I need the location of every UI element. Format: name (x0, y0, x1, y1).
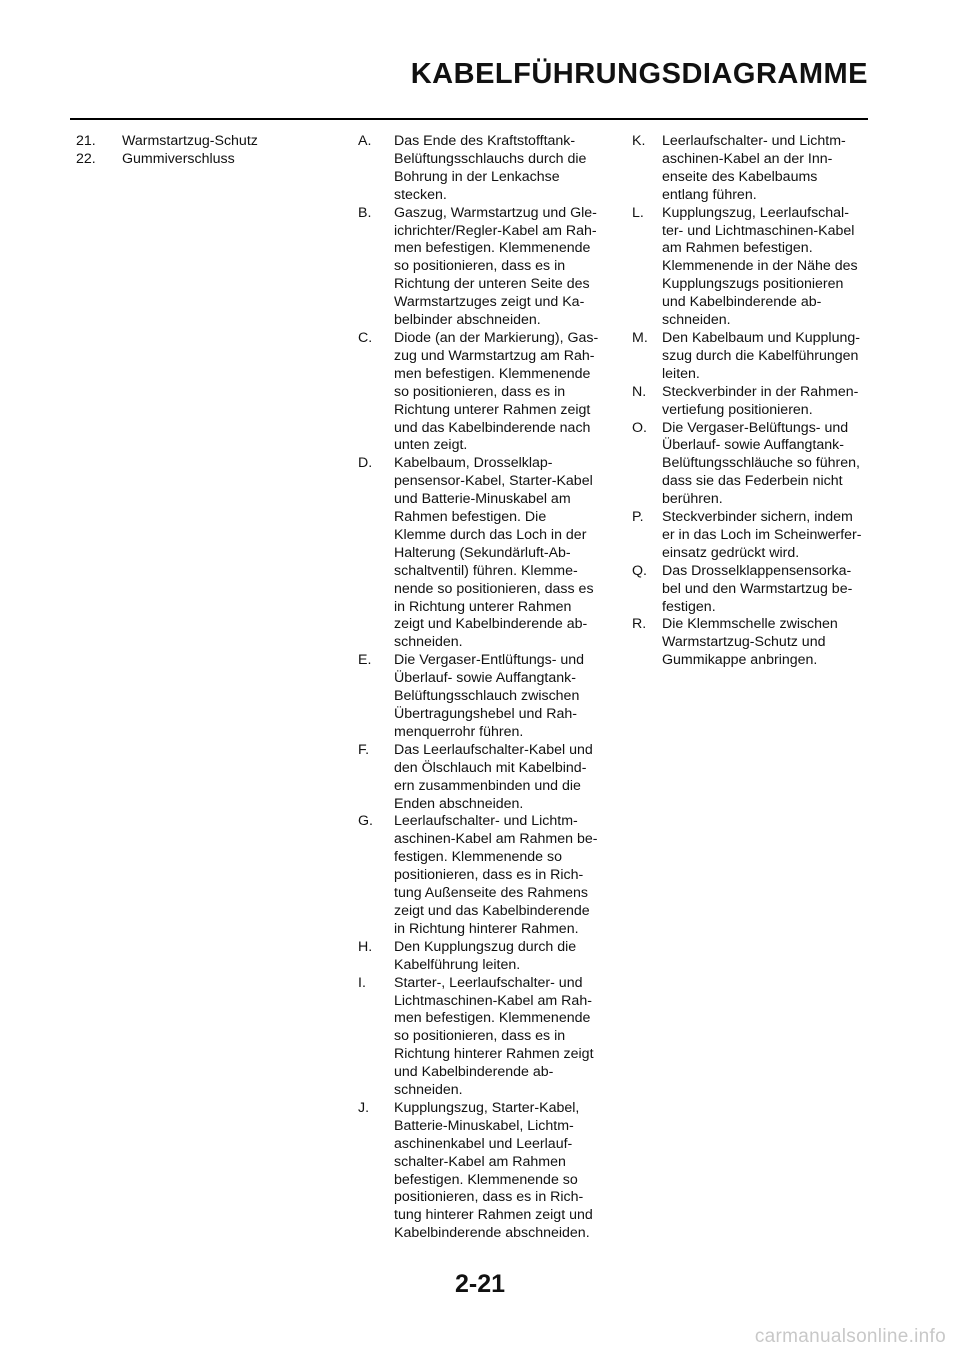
instruction-line: tung hinterer Rahmen zeigt und (394, 1207, 593, 1224)
instruction-item (358, 939, 608, 975)
instruction-item (632, 330, 872, 384)
instruction-item (632, 563, 872, 617)
instruction-line: Klemme durch das Loch in der (394, 526, 587, 543)
instruction-text (662, 384, 872, 420)
instruction-letter: P. (632, 509, 644, 526)
instruction-line: Warmstartzuges zeigt und Ka- (394, 294, 585, 311)
instruction-line: ichrichter/Regler-Kabel am Rah- (394, 222, 597, 239)
instruction-line: Den Kabelbaum und Kupplung- (662, 329, 860, 346)
instruction-line: unten zeigt. (394, 437, 468, 454)
instruction-text (394, 742, 608, 814)
instruction-item (632, 616, 872, 670)
instruction-line: schneiden. (394, 634, 463, 651)
instruction-line: er in das Loch im Scheinwerfer- (662, 526, 862, 543)
instruction-item (358, 133, 608, 205)
instruction-item (358, 813, 608, 938)
legend-number: 22. (76, 150, 96, 167)
instruction-letter: B. (358, 204, 372, 221)
instruction-line: Halterung (Sekundärluft-Ab- (394, 544, 571, 561)
legend-item (76, 151, 316, 169)
instruction-line: den Ölschlauch mit Kabelbind- (394, 759, 587, 776)
instruction-item (358, 975, 608, 1100)
instruction-text (394, 652, 608, 742)
instruction-line: so positionieren, dass es in (394, 383, 566, 400)
instruction-line: pensensor-Kabel, Starter-Kabel (394, 473, 593, 490)
instruction-line: Überlauf- sowie Auffangtank- (394, 670, 576, 687)
instruction-line: festigen. Klemmenende so (394, 849, 562, 866)
instruction-item (358, 330, 608, 455)
instruction-item (632, 205, 872, 330)
instruction-text (394, 330, 608, 455)
instruction-item (632, 420, 872, 510)
instruction-text (394, 975, 608, 1100)
legend-column (76, 133, 316, 169)
instruction-line: Den Kupplungszug durch die (394, 938, 577, 955)
instruction-text (394, 455, 608, 652)
instruction-line: Übertragungshebel und Rah- (394, 706, 577, 722)
instruction-text (662, 563, 872, 617)
instruction-text (394, 939, 608, 975)
instruction-line: und das Kabelbinderende nach (394, 419, 591, 436)
instruction-item (358, 1100, 608, 1243)
instruction-line: bel und den Warmstartzug be- (662, 580, 853, 597)
instruction-letter: R. (632, 616, 647, 633)
instruction-text (394, 205, 608, 330)
instruction-line: Warmstartzug-Schutz und (662, 634, 826, 651)
instruction-line: einsatz gedrückt wird. (662, 544, 800, 561)
instruction-text (662, 616, 872, 670)
instruction-item (358, 652, 608, 742)
legend-text: Gummiverschluss (122, 150, 235, 167)
instruction-line: stecken. (394, 186, 447, 203)
instruction-line: Richtung hinterer Rahmen zeigt (394, 1046, 594, 1063)
instruction-line: in Richtung unterer Rahmen (394, 598, 572, 615)
instruction-line: Belüftungsschlauchs durch die (394, 150, 587, 167)
instruction-text (662, 330, 872, 384)
instruction-text (394, 813, 608, 938)
instruction-line: Belüftungsschlauch zwischen (394, 688, 580, 705)
instruction-letter: D. (358, 455, 373, 472)
instruction-line: Kupplungszugs positionieren (662, 276, 844, 293)
instruction-line: Diode (an der Markierung), Gas- (394, 329, 599, 346)
instruction-line: Leerlaufschalter- und Lichtm- (662, 133, 846, 149)
legend-item (76, 133, 316, 151)
instruction-line: Kabelbaum, Drosselklap- (394, 455, 553, 472)
instruction-line: tung Außenseite des Rahmens (394, 885, 589, 902)
instruction-item (632, 133, 872, 205)
instruction-line: Steckverbinder sichern, indem (662, 509, 853, 526)
instruction-item (632, 509, 872, 563)
instruction-line: Belüftungsschläuche so führen, (662, 455, 860, 472)
instruction-text (394, 1100, 608, 1243)
instruction-line: Die Klemmschelle zwischen (662, 616, 838, 633)
instruction-line: befestigen. Klemmenende so (394, 1171, 578, 1188)
instruction-line: Enden abschneiden. (394, 795, 524, 812)
instruction-line: festigen. (662, 598, 716, 615)
instruction-line: Richtung der unteren Seite des (394, 276, 590, 293)
instruction-line: Die Vergaser-Belüftungs- und (662, 419, 849, 436)
instruction-line: Gaszug, Warmstartzug und Gle- (394, 204, 597, 221)
header-rule (70, 118, 868, 120)
instruction-line: dass sie das Federbein nicht (662, 473, 843, 490)
watermark: carmanualsonline.info (754, 1326, 946, 1347)
instruction-line: so positionieren, dass es in (394, 258, 566, 275)
instruction-line: schneiden. (394, 1082, 463, 1099)
instruction-line: nende so positionieren, dass es (394, 580, 594, 597)
instruction-letter: J. (358, 1099, 370, 1116)
legend-number: 21. (76, 133, 96, 149)
instruction-line: aschinen-Kabel an der Inn- (662, 150, 833, 167)
instruction-letter: E. (358, 652, 372, 669)
instruction-line: men befestigen. Klemmenende (394, 240, 591, 257)
instruction-line: Lichtmaschinen-Kabel am Rah- (394, 992, 592, 1009)
instruction-line: schneiden. (662, 312, 731, 329)
instruction-line: schalter-Kabel am Rahmen (394, 1153, 566, 1170)
instruction-line: Klemmenende in der Nähe des (662, 258, 858, 275)
instruction-letter: M. (632, 329, 648, 346)
instruction-item (358, 455, 608, 652)
instruction-item (358, 742, 608, 814)
instruction-letter: O. (632, 419, 647, 436)
instruction-line: aschinenkabel und Leerlauf- (394, 1135, 573, 1152)
instruction-letter: I. (358, 974, 366, 991)
instruction-line: am Rahmen befestigen. (662, 240, 813, 257)
instruction-line: Kabelbinderende abschneiden. (394, 1225, 590, 1242)
instruction-text (394, 133, 608, 205)
instruction-letter: A. (358, 133, 372, 149)
instruction-line: belbinder abschneiden. (394, 312, 541, 329)
instruction-line: Die Vergaser-Entlüftungs- und (394, 652, 585, 669)
instruction-letter: N. (632, 383, 647, 400)
instruction-line: entlang führen. (662, 186, 757, 203)
instruction-line: Steckverbinder in der Rahmen- (662, 383, 859, 400)
instruction-letter: C. (358, 329, 373, 346)
instruction-letter: K. (632, 133, 646, 149)
instruction-letter: Q. (632, 562, 647, 579)
instruction-line: Das Ende des Kraftstofftank- (394, 133, 576, 149)
instruction-line: Das Drosselklappensensorka- (662, 562, 852, 579)
instruction-line: Bohrung in der Lenkachse (394, 168, 560, 185)
legend-text: Warmstartzug-Schutz (122, 133, 258, 149)
instruction-line: positionieren, dass es in Rich- (394, 1189, 584, 1206)
instruction-line: ter- und Lichtmaschinen-Kabel (662, 222, 855, 239)
instruction-line: berühren. (662, 491, 723, 508)
instruction-line: aschinen-Kabel am Rahmen be- (394, 831, 598, 848)
instruction-line: und Kabelbinderende ab- (662, 294, 822, 311)
instruction-line: zeigt und Kabelbinderende ab- (394, 616, 588, 633)
instruction-item (358, 205, 608, 330)
instruction-line: Überlauf- sowie Auffangtank- (662, 437, 844, 454)
instruction-item (632, 384, 872, 420)
instruction-line: Leerlaufschalter- und Lichtm- (394, 813, 578, 830)
instruction-line: Kabelführung leiten. (394, 956, 521, 973)
instruction-line: vertiefung positionieren. (662, 401, 813, 418)
instruction-line: Batterie-Minuskabel, Lichtm- (394, 1117, 574, 1134)
page-number: 2-21 (454, 1270, 506, 1298)
instruction-line: so positionieren, dass es in (394, 1028, 566, 1045)
instructions-column-1 (358, 133, 608, 1243)
instruction-line: szug durch die Kabelführungen (662, 347, 859, 364)
instruction-line: menquerrohr führen. (394, 723, 524, 740)
instruction-letter: G. (358, 813, 373, 830)
instruction-line: ern zusammenbinden und die (394, 777, 581, 794)
instruction-line: Kupplungszug, Starter-Kabel, (394, 1099, 580, 1116)
page-title: KABELFÜHRUNGSDIAGRAMME (410, 58, 868, 90)
instruction-line: Kupplungszug, Leerlaufschal- (662, 204, 849, 221)
instruction-line: Rahmen befestigen. Die (394, 509, 547, 526)
instruction-line: positionieren, dass es in Rich- (394, 867, 584, 884)
instruction-text (662, 205, 872, 330)
instruction-line: und Kabelbinderende ab- (394, 1064, 554, 1081)
instruction-line: men befestigen. Klemmenende (394, 1010, 591, 1027)
instruction-line: leiten. (662, 365, 700, 382)
instruction-line: enseite des Kabelbaums (662, 168, 818, 185)
instruction-line: Das Leerlaufschalter-Kabel und (394, 741, 593, 758)
instruction-line: Gummikappe anbringen. (662, 652, 818, 669)
instruction-line: Richtung unterer Rahmen zeigt (394, 401, 591, 418)
instruction-line: und Batterie-Minuskabel am (394, 491, 571, 508)
instruction-line: schaltventil) führen. Klemme- (394, 562, 578, 579)
instruction-line: in Richtung hinterer Rahmen. (394, 920, 579, 937)
instruction-text (662, 133, 872, 205)
instruction-line: Starter-, Leerlaufschalter- und (394, 974, 583, 991)
instructions-column-2 (632, 133, 872, 670)
instruction-text (662, 509, 872, 563)
instruction-letter: F. (358, 741, 370, 758)
instruction-line: zug und Warmstartzug am Rah- (394, 347, 595, 364)
instruction-line: men befestigen. Klemmenende (394, 365, 591, 382)
instruction-line: zeigt und das Kabelbinderende (394, 902, 590, 919)
instruction-text (662, 420, 872, 510)
instruction-letter: H. (358, 938, 373, 955)
instruction-letter: L. (632, 204, 644, 221)
